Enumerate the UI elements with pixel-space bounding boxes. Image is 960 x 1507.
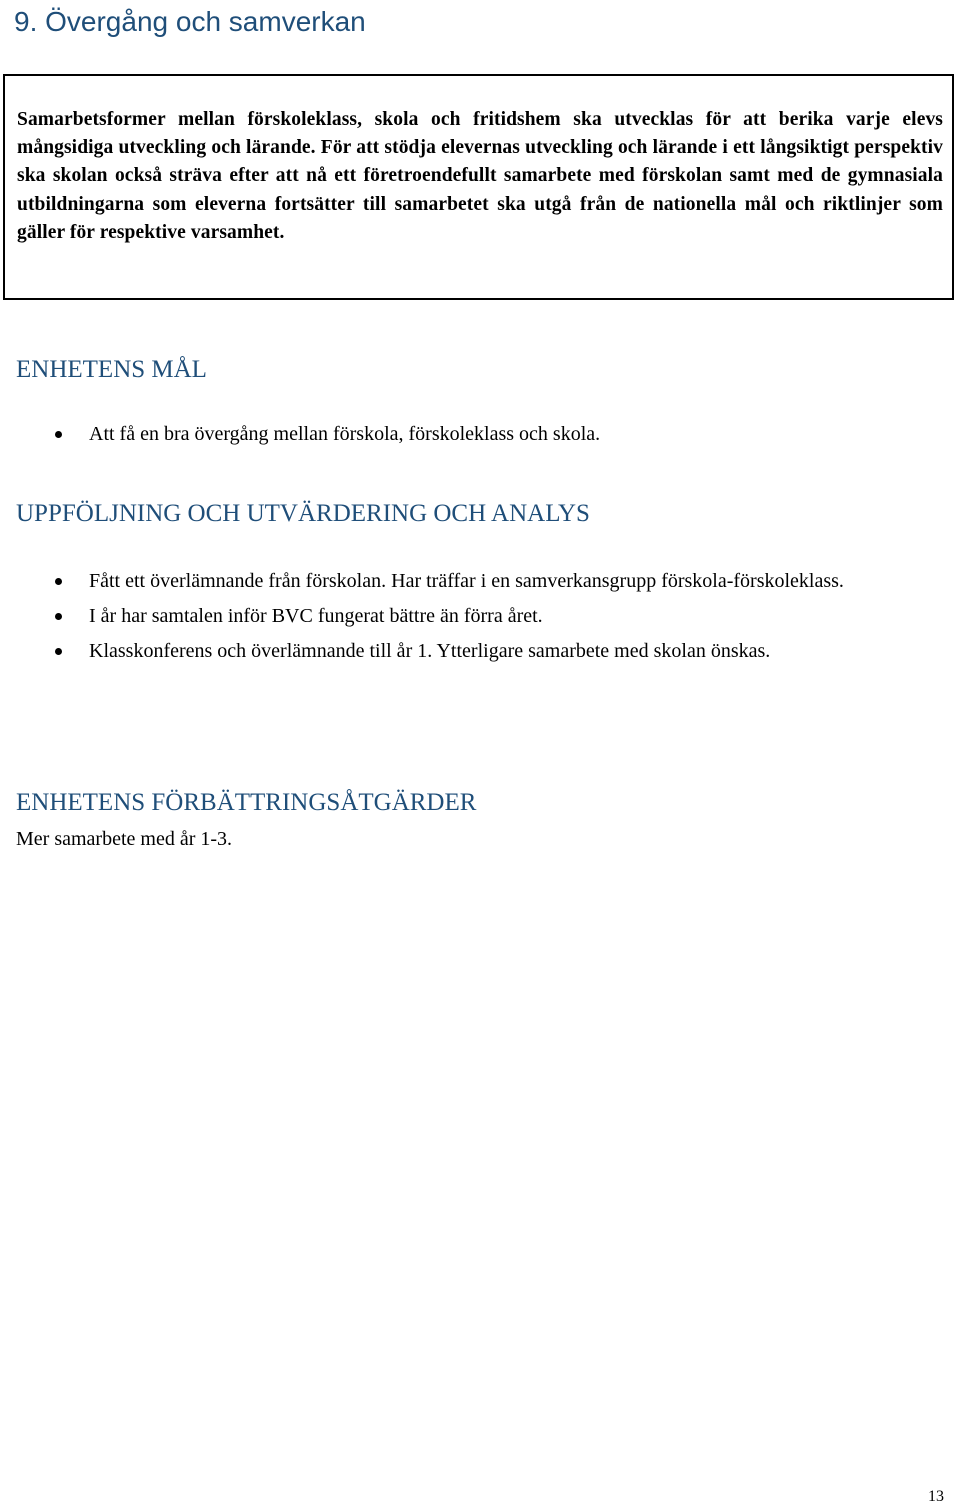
bullet-icon (55, 613, 62, 620)
intro-text: Samarbetsformer mellan förskoleklass, skola och fritidshem ska utvecklas för att berika varje elevs mångsidiga utveckling och lärande. För att stödja elevernas utveckling och lärande i ett långsiktigt perspektiv ska skolan också sträva efter att nå ett företroendefullt samarbete med förskolan samt med de gymnasiala utbildningarna som eleverna fortsätter till samarbetet ska utgå från de nationella mål och riktlinjer som gäller för respektive varsamhet. (17, 109, 943, 243)
list-item-text: Klasskonferens och överlämnande till år 1. Ytterligare samarbete med skolan önskas. (89, 640, 771, 662)
list-item (0, 566, 930, 597)
list-item-text: Att få en bra övergång mellan förskola, förskoleklass och skola. (89, 423, 601, 445)
evaluation-list (0, 566, 930, 671)
goals-list (0, 419, 930, 454)
list-item (0, 636, 930, 667)
bullet-icon (55, 431, 62, 438)
bullet-icon (55, 578, 62, 585)
section-heading-improvements: ENHETENS FÖRBÄTTRINGSÅTGÄRDER (16, 789, 477, 816)
section-heading-goals: ENHETENS MÅL (16, 356, 207, 383)
intro-box (3, 74, 954, 300)
list-item (0, 419, 930, 450)
list-item (0, 601, 930, 632)
improvements-text: Mer samarbete med år 1-3. (16, 828, 233, 850)
page-title: 9. Övergång och samverkan (14, 6, 366, 37)
bullet-icon (55, 648, 62, 655)
section-heading-evaluation: UPPFÖLJNING OCH UTVÄRDERING OCH ANALYS (16, 500, 590, 527)
list-item-text: I år har samtalen inför BVC fungerat bättre än förra året. (89, 605, 543, 627)
page-number: 13 (928, 1488, 944, 1505)
list-item-text: Fått ett överlämnande från förskolan. Har träffar i en samverkansgrupp förskola-förskoleklass. (89, 570, 844, 592)
